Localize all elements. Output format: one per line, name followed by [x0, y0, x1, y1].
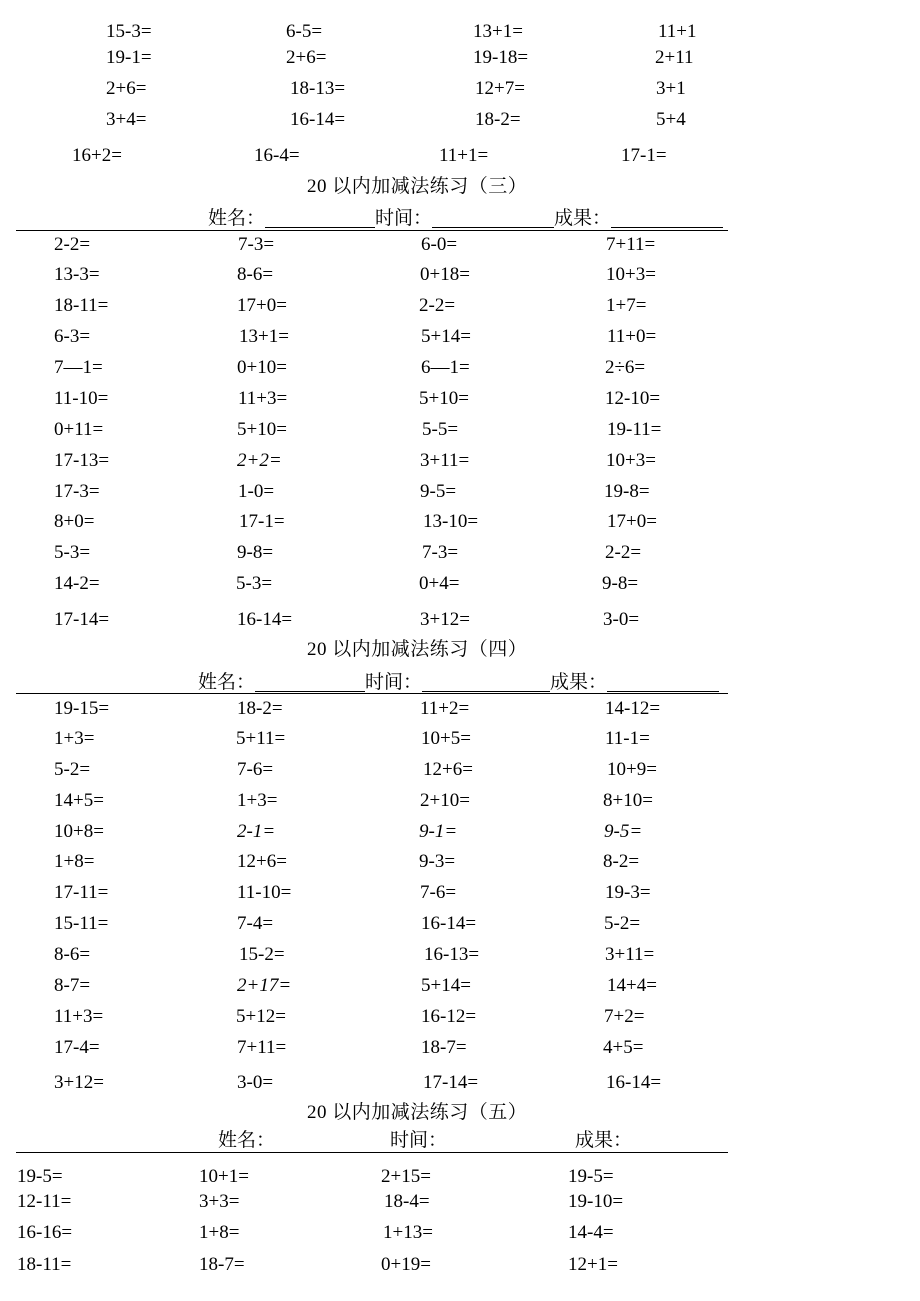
exercise: 3-0=: [237, 1072, 274, 1093]
exercise: 3+12=: [420, 609, 470, 630]
exercise: 10+3=: [606, 264, 656, 285]
exercise: 5-2=: [54, 759, 91, 780]
exercise: 1+3=: [237, 790, 278, 811]
exercise: 0+4=: [419, 573, 460, 594]
exercise: 10+8=: [54, 821, 104, 842]
exercise: 8-6=: [54, 944, 91, 965]
exercise: 1+7=: [606, 295, 647, 316]
exercise: 11+1: [658, 21, 697, 42]
exercise: 9-8=: [602, 573, 639, 594]
score-label: 成果：: [550, 672, 608, 693]
exercise: 2+6=: [286, 47, 327, 68]
exercise: 18-2=: [475, 109, 521, 130]
exercise: 3+3=: [199, 1191, 240, 1212]
exercise: 17-1=: [621, 145, 667, 166]
exercise: 6—1=: [421, 357, 470, 378]
exercise: 16-14=: [237, 609, 293, 630]
name-label: 姓名：: [208, 208, 266, 229]
exercise: 16+2=: [72, 145, 122, 166]
exercise: 15-2=: [239, 944, 285, 965]
exercise: 11-10=: [237, 882, 292, 903]
exercise: 1+3=: [54, 728, 95, 749]
exercise: 5+12=: [236, 1006, 286, 1027]
exercise: 18-7=: [199, 1254, 245, 1275]
exercise: 8-7=: [54, 975, 91, 996]
exercise: 5-5=: [422, 419, 459, 440]
exercise: 11+2=: [420, 698, 470, 719]
divider: [16, 230, 728, 231]
student-info-line: [198, 673, 719, 692]
exercise: 3-0=: [603, 609, 640, 630]
exercise: 7-6=: [237, 759, 274, 780]
exercise: 9-5=: [420, 481, 457, 502]
exercise: 8+0=: [54, 511, 95, 532]
exercise: 8+10=: [603, 790, 653, 811]
score-label: 成果：: [554, 208, 612, 229]
exercise: 12-10=: [605, 388, 661, 409]
exercise: 19-5=: [17, 1166, 63, 1187]
exercise: 6-0=: [421, 234, 458, 255]
exercise: 12+6=: [423, 759, 473, 780]
exercise: 14-2=: [54, 573, 100, 594]
exercise: 1+8=: [199, 1222, 240, 1243]
exercise: 5+14=: [421, 975, 471, 996]
exercise: 16-4=: [254, 145, 300, 166]
exercise: 10+5=: [421, 728, 471, 749]
exercise: 13+1=: [239, 326, 289, 347]
exercise: 19-10=: [568, 1191, 624, 1212]
exercise: 14+5=: [54, 790, 104, 811]
exercise: 0+10=: [237, 357, 287, 378]
time-blank[interactable]: [432, 209, 554, 228]
exercise: 11+1=: [439, 145, 489, 166]
exercise: 7-6=: [420, 882, 457, 903]
exercise: 17-11=: [54, 882, 109, 903]
exercise: 11+0=: [607, 326, 657, 347]
section-title: 20 以内加减法练习（五）: [307, 1102, 528, 1123]
exercise: 10+1=: [199, 1166, 249, 1187]
exercise: 12+1=: [568, 1254, 618, 1275]
exercise: 19-8=: [604, 481, 650, 502]
name-label: 姓名：: [198, 672, 256, 693]
exercise: 16-14=: [421, 913, 477, 934]
exercise: 16-12=: [421, 1006, 477, 1027]
exercise: 6-3=: [54, 326, 91, 347]
exercise: 0+18=: [420, 264, 470, 285]
name-label: 姓名：: [218, 1130, 276, 1151]
exercise: 14-4=: [568, 1222, 614, 1243]
exercise: 9-1=: [419, 821, 458, 842]
exercise: 13+1=: [473, 21, 523, 42]
exercise: 16-14=: [290, 109, 346, 130]
exercise: 5-3=: [54, 542, 91, 563]
exercise: 1-0=: [238, 481, 275, 502]
exercise: 11+3=: [54, 1006, 104, 1027]
exercise: 11-1=: [605, 728, 650, 749]
time-blank[interactable]: [422, 673, 550, 692]
exercise: 17-1=: [239, 511, 285, 532]
divider: [16, 693, 728, 694]
exercise: 13-10=: [423, 511, 479, 532]
exercise: 18-13=: [290, 78, 346, 99]
exercise: 9-5=: [604, 821, 643, 842]
time-label: 时间：: [365, 672, 423, 693]
exercise: 5-3=: [236, 573, 273, 594]
exercise: 2÷6=: [605, 357, 646, 378]
exercise: 12+7=: [475, 78, 525, 99]
exercise: 7+11=: [606, 234, 656, 255]
exercise: 5-2=: [604, 913, 641, 934]
exercise: 2+10=: [420, 790, 470, 811]
exercise: 18-2=: [237, 698, 283, 719]
exercise: 19-5=: [568, 1166, 614, 1187]
exercise: 5+10=: [419, 388, 469, 409]
exercise: 10+3=: [606, 450, 656, 471]
exercise: 2+2=: [237, 450, 282, 471]
time-label: 时间：: [375, 208, 433, 229]
exercise: 2+15=: [381, 1166, 431, 1187]
exercise: 12+6=: [237, 851, 287, 872]
student-info-line: [208, 209, 723, 228]
exercise: 2-1=: [237, 821, 276, 842]
exercise: 17-4=: [54, 1037, 100, 1058]
exercise: 19-18=: [473, 47, 529, 68]
exercise: 7—1=: [54, 357, 103, 378]
exercise: 2-2=: [605, 542, 642, 563]
exercise: 3+11=: [420, 450, 470, 471]
section-title: 20 以内加减法练习（四）: [307, 639, 528, 660]
exercise: 9-3=: [419, 851, 456, 872]
exercise: 1+8=: [54, 851, 95, 872]
exercise: 17+0=: [237, 295, 287, 316]
exercise: 7+2=: [604, 1006, 645, 1027]
exercise: 16-14=: [606, 1072, 662, 1093]
exercise: 13-3=: [54, 264, 100, 285]
exercise: 8-2=: [603, 851, 640, 872]
exercise: 19-1=: [106, 47, 152, 68]
exercise: 2+17=: [237, 975, 292, 996]
divider: [16, 1152, 728, 1153]
exercise: 0+19=: [381, 1254, 431, 1275]
exercise: 19-15=: [54, 698, 110, 719]
time-label: 时间：: [390, 1130, 448, 1151]
exercise: 6-5=: [286, 21, 323, 42]
score-blank[interactable]: [611, 209, 723, 228]
exercise: 18-11=: [54, 295, 109, 316]
exercise: 11+3=: [238, 388, 288, 409]
exercise: 15-3=: [106, 21, 152, 42]
exercise: 8-6=: [237, 264, 274, 285]
exercise: 19-11=: [607, 419, 662, 440]
exercise: 4+5=: [603, 1037, 644, 1058]
exercise: 15-11=: [54, 913, 109, 934]
exercise: 7-4=: [237, 913, 274, 934]
exercise: 7+11=: [237, 1037, 287, 1058]
name-blank[interactable]: [255, 673, 365, 692]
exercise: 18-7=: [421, 1037, 467, 1058]
exercise: 5+14=: [421, 326, 471, 347]
exercise: 5+4: [656, 109, 686, 130]
exercise: 9-8=: [237, 542, 274, 563]
exercise: 1+13=: [383, 1222, 433, 1243]
exercise: 0+11=: [54, 419, 104, 440]
exercise: 2+11: [655, 47, 694, 68]
exercise: 18-4=: [384, 1191, 430, 1212]
exercise: 16-16=: [17, 1222, 73, 1243]
exercise: 3+11=: [605, 944, 655, 965]
exercise: 7-3=: [238, 234, 275, 255]
exercise: 14+4=: [607, 975, 657, 996]
exercise: 11-10=: [54, 388, 109, 409]
exercise: 7-3=: [422, 542, 459, 563]
name-blank[interactable]: [265, 209, 375, 228]
exercise: 16-13=: [424, 944, 480, 965]
exercise: 17+0=: [607, 511, 657, 532]
exercise: 12-11=: [17, 1191, 72, 1212]
exercise: 19-3=: [605, 882, 651, 903]
exercise: 2-2=: [419, 295, 456, 316]
exercise: 17-14=: [54, 609, 110, 630]
score-blank[interactable]: [607, 673, 719, 692]
exercise: 10+9=: [607, 759, 657, 780]
section-title: 20 以内加减法练习（三）: [307, 176, 528, 197]
exercise: 5+10=: [237, 419, 287, 440]
exercise: 3+1: [656, 78, 686, 99]
exercise: 3+4=: [106, 109, 147, 130]
score-label: 成果：: [575, 1130, 633, 1151]
exercise: 17-14=: [423, 1072, 479, 1093]
exercise: 14-12=: [605, 698, 661, 719]
exercise: 2+6=: [106, 78, 147, 99]
exercise: 17-13=: [54, 450, 110, 471]
exercise: 3+12=: [54, 1072, 104, 1093]
exercise: 17-3=: [54, 481, 100, 502]
exercise: 2-2=: [54, 234, 91, 255]
exercise: 18-11=: [17, 1254, 72, 1275]
exercise: 5+11=: [236, 728, 286, 749]
